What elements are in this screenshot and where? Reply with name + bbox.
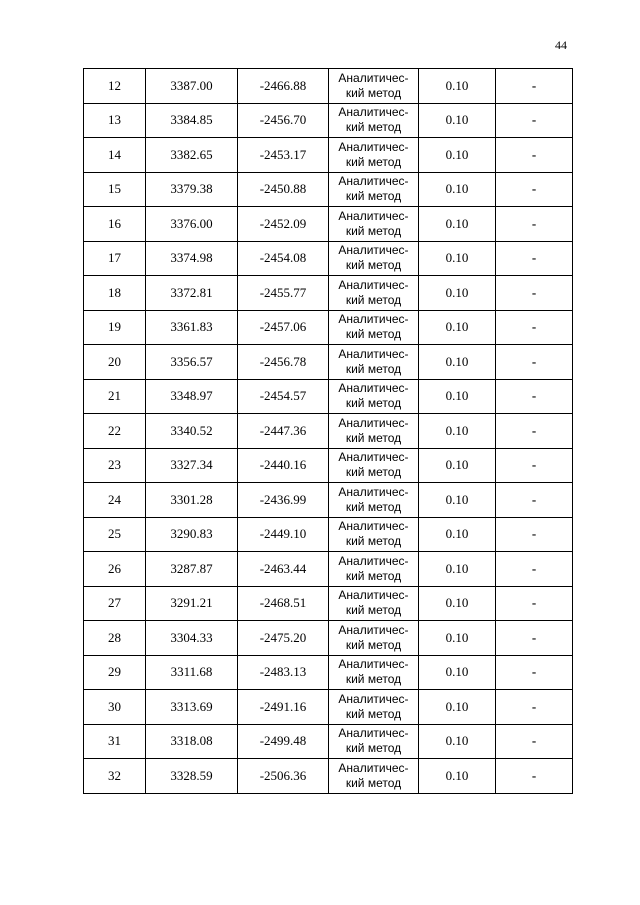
x-coordinate-cell: 3327.34 [146,448,238,483]
point-number-cell: 26 [84,552,146,587]
point-number-cell: 21 [84,379,146,414]
x-coordinate-cell: 3311.68 [146,655,238,690]
y-coordinate-cell: -2456.70 [238,103,329,138]
accuracy-cell: 0.10 [419,276,496,311]
method-cell: Аналитичес- кий метод [329,414,419,449]
accuracy-cell: 0.10 [419,517,496,552]
table-row [84,310,573,345]
method-cell: Аналитичес- кий метод [329,517,419,552]
accuracy-cell: 0.10 [419,690,496,725]
method-cell: Аналитичес- кий метод [329,483,419,518]
table-row [84,483,573,518]
accuracy-cell: 0.10 [419,69,496,104]
note-cell: - [496,103,573,138]
table-row [84,759,573,794]
y-coordinate-cell: -2483.13 [238,655,329,690]
note-cell: - [496,310,573,345]
y-coordinate-cell: -2506.36 [238,759,329,794]
point-number-cell: 29 [84,655,146,690]
point-number-cell: 16 [84,207,146,242]
note-cell: - [496,172,573,207]
table-row [84,724,573,759]
table-row [84,552,573,587]
method-cell: Аналитичес- кий метод [329,310,419,345]
x-coordinate-cell: 3372.81 [146,276,238,311]
accuracy-cell: 0.10 [419,414,496,449]
table-row [84,241,573,276]
y-coordinate-cell: -2475.20 [238,621,329,656]
method-cell: Аналитичес- кий метод [329,172,419,207]
method-cell: Аналитичес- кий метод [329,69,419,104]
method-cell: Аналитичес- кий метод [329,690,419,725]
y-coordinate-cell: -2468.51 [238,586,329,621]
table-row [84,586,573,621]
point-number-cell: 30 [84,690,146,725]
accuracy-cell: 0.10 [419,724,496,759]
accuracy-cell: 0.10 [419,448,496,483]
table-body [84,69,573,794]
method-cell: Аналитичес- кий метод [329,448,419,483]
note-cell: - [496,759,573,794]
y-coordinate-cell: -2466.88 [238,69,329,104]
y-coordinate-cell: -2449.10 [238,517,329,552]
point-number-cell: 27 [84,586,146,621]
y-coordinate-cell: -2463.44 [238,552,329,587]
table-row [84,103,573,138]
note-cell: - [496,414,573,449]
accuracy-cell: 0.10 [419,655,496,690]
accuracy-cell: 0.10 [419,103,496,138]
point-number-cell: 12 [84,69,146,104]
note-cell: - [496,621,573,656]
note-cell: - [496,483,573,518]
point-number-cell: 18 [84,276,146,311]
point-number-cell: 15 [84,172,146,207]
note-cell: - [496,448,573,483]
point-number-cell: 13 [84,103,146,138]
point-number-cell: 22 [84,414,146,449]
table-row [84,207,573,242]
note-cell: - [496,690,573,725]
table-row [84,655,573,690]
x-coordinate-cell: 3301.28 [146,483,238,518]
note-cell: - [496,379,573,414]
x-coordinate-cell: 3361.83 [146,310,238,345]
table-row [84,379,573,414]
point-number-cell: 28 [84,621,146,656]
x-coordinate-cell: 3387.00 [146,69,238,104]
accuracy-cell: 0.10 [419,759,496,794]
note-cell: - [496,276,573,311]
table-row [84,448,573,483]
table-row [84,621,573,656]
y-coordinate-cell: -2491.16 [238,690,329,725]
method-cell: Аналитичес- кий метод [329,621,419,656]
y-coordinate-cell: -2499.48 [238,724,329,759]
y-coordinate-cell: -2454.08 [238,241,329,276]
note-cell: - [496,552,573,587]
note-cell: - [496,586,573,621]
table-row [84,276,573,311]
method-cell: Аналитичес- кий метод [329,345,419,380]
note-cell: - [496,345,573,380]
x-coordinate-cell: 3328.59 [146,759,238,794]
table-row [84,517,573,552]
method-cell: Аналитичес- кий метод [329,207,419,242]
method-cell: Аналитичес- кий метод [329,552,419,587]
point-number-cell: 32 [84,759,146,794]
accuracy-cell: 0.10 [419,241,496,276]
method-cell: Аналитичес- кий метод [329,759,419,794]
x-coordinate-cell: 3384.85 [146,103,238,138]
accuracy-cell: 0.10 [419,172,496,207]
note-cell: - [496,241,573,276]
y-coordinate-cell: -2457.06 [238,310,329,345]
accuracy-cell: 0.10 [419,379,496,414]
accuracy-cell: 0.10 [419,552,496,587]
y-coordinate-cell: -2450.88 [238,172,329,207]
y-coordinate-cell: -2456.78 [238,345,329,380]
coordinates-table [83,68,573,794]
note-cell: - [496,655,573,690]
note-cell: - [496,69,573,104]
point-number-cell: 17 [84,241,146,276]
x-coordinate-cell: 3313.69 [146,690,238,725]
x-coordinate-cell: 3356.57 [146,345,238,380]
table-row [84,690,573,725]
point-number-cell: 31 [84,724,146,759]
note-cell: - [496,207,573,242]
x-coordinate-cell: 3291.21 [146,586,238,621]
y-coordinate-cell: -2455.77 [238,276,329,311]
method-cell: Аналитичес- кий метод [329,138,419,173]
x-coordinate-cell: 3340.52 [146,414,238,449]
table-row [84,172,573,207]
note-cell: - [496,517,573,552]
method-cell: Аналитичес- кий метод [329,103,419,138]
x-coordinate-cell: 3348.97 [146,379,238,414]
accuracy-cell: 0.10 [419,310,496,345]
y-coordinate-cell: -2440.16 [238,448,329,483]
accuracy-cell: 0.10 [419,483,496,518]
page-number: 44 [555,38,567,52]
accuracy-cell: 0.10 [419,207,496,242]
method-cell: Аналитичес- кий метод [329,586,419,621]
y-coordinate-cell: -2436.99 [238,483,329,518]
point-number-cell: 20 [84,345,146,380]
x-coordinate-cell: 3318.08 [146,724,238,759]
accuracy-cell: 0.10 [419,138,496,173]
x-coordinate-cell: 3290.83 [146,517,238,552]
note-cell: - [496,724,573,759]
accuracy-cell: 0.10 [419,586,496,621]
table-row [84,345,573,380]
accuracy-cell: 0.10 [419,345,496,380]
x-coordinate-cell: 3287.87 [146,552,238,587]
method-cell: Аналитичес- кий метод [329,276,419,311]
point-number-cell: 19 [84,310,146,345]
point-number-cell: 25 [84,517,146,552]
point-number-cell: 23 [84,448,146,483]
method-cell: Аналитичес- кий метод [329,724,419,759]
table-row [84,414,573,449]
x-coordinate-cell: 3374.98 [146,241,238,276]
x-coordinate-cell: 3376.00 [146,207,238,242]
accuracy-cell: 0.10 [419,621,496,656]
x-coordinate-cell: 3304.33 [146,621,238,656]
x-coordinate-cell: 3379.38 [146,172,238,207]
note-cell: - [496,138,573,173]
method-cell: Аналитичес- кий метод [329,655,419,690]
point-number-cell: 14 [84,138,146,173]
table-row [84,138,573,173]
y-coordinate-cell: -2452.09 [238,207,329,242]
method-cell: Аналитичес- кий метод [329,241,419,276]
y-coordinate-cell: -2453.17 [238,138,329,173]
method-cell: Аналитичес- кий метод [329,379,419,414]
y-coordinate-cell: -2454.57 [238,379,329,414]
y-coordinate-cell: -2447.36 [238,414,329,449]
table-row [84,69,573,104]
x-coordinate-cell: 3382.65 [146,138,238,173]
point-number-cell: 24 [84,483,146,518]
